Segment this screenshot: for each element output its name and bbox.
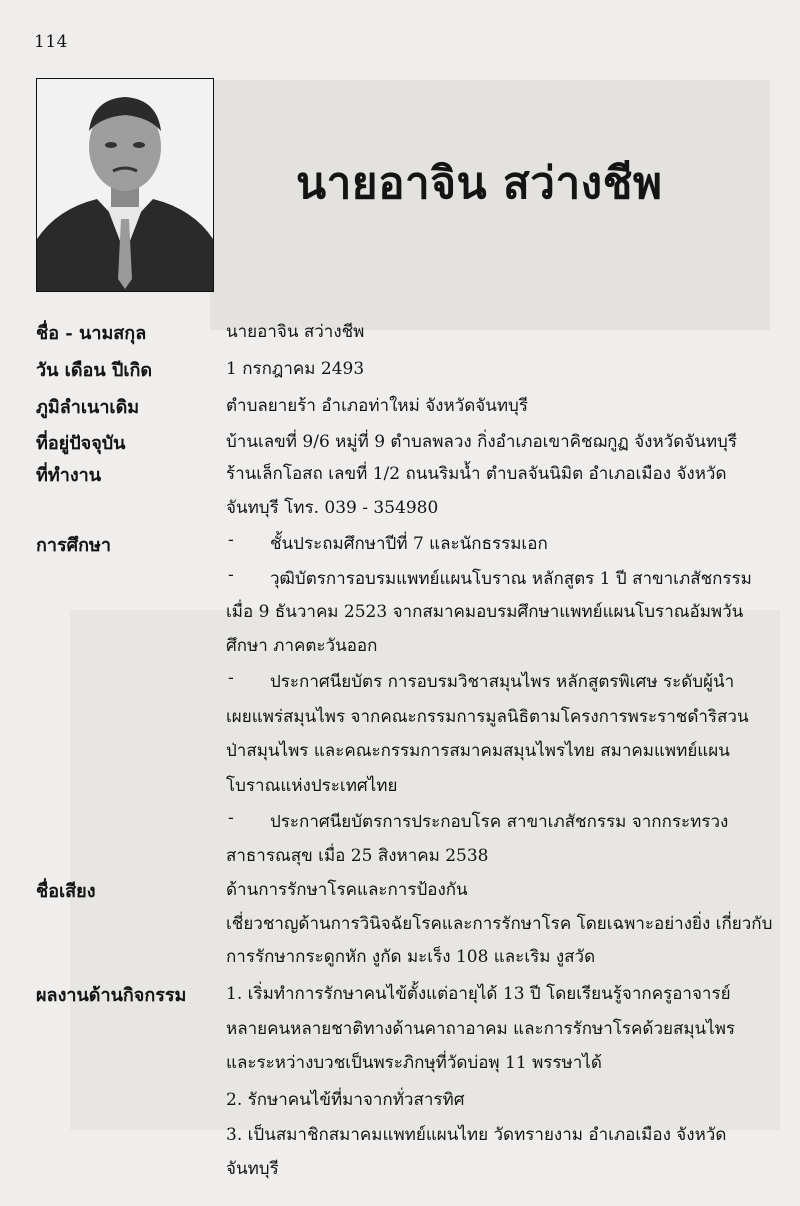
hometown-value: ตำบลยายร้า อำเภอท่าใหม่ จังหวัดจันทบุรี	[226, 396, 528, 416]
address-value: บ้านเลขที่ 9/6 หมู่ที่ 9 ตำบลพลวง กิ่งอำเภอเขาคิชฌกูฏ จังหวัดจันทบุรี	[226, 432, 737, 452]
page-number: 114	[34, 32, 68, 52]
achievement-line: หลายคนหลายชาติทางด้านคาถาอาคม และการรักษาโรคด้วยสมุนไพร	[226, 1019, 736, 1039]
workplace-line: ร้านเล็กโอสถ เลขที่ 1/2 ถนนริมน้ำ ตำบลจันนิมิต อำเภอเมือง จังหวัด	[226, 464, 727, 484]
address-label: ที่อยู่ปัจจุบัน	[36, 433, 126, 454]
workplace-line: จันทบุรี โทร. 039 - 354980	[226, 498, 439, 518]
name-value: นายอาจิน สว่างชีพ	[226, 322, 365, 342]
bullet-dash: -	[228, 808, 234, 828]
education-item-line: โบราณแห่งประเทศไทย	[226, 776, 398, 796]
achievement-line: 1. เริ่มทำการรักษาคนไข้ตั้งแต่อายุได้ 13 ปี โดยเรียนรู้จากครูอาจารย์	[226, 984, 731, 1004]
reputation-line: การรักษากระดูกหัก งูกัด มะเร็ง 108 และเริม งูสวัด	[226, 947, 596, 967]
education-item-line: ชั้นประถมศึกษาปีที่ 7 และนักธรรมเอก	[270, 534, 548, 554]
education-label: การศึกษา	[36, 535, 111, 556]
reputation-label: ชื่อเสียง	[36, 881, 96, 902]
education-item-line: ศึกษา ภาคตะวันออก	[226, 636, 378, 656]
education-item-line: ป่าสมุนไพร และคณะกรรมการสมาคมสมุนไพรไทย สมาคมแพทย์แผน	[226, 741, 730, 761]
portrait-photo	[36, 78, 214, 292]
achievement-line: 2. รักษาคนไข้ที่มาจากทั่วสารทิศ	[226, 1090, 465, 1110]
reputation-line: เชี่ยวชาญด้านการวินิจฉัยโรคและการรักษาโรค โดยเฉพาะอย่างยิ่ง เกี่ยวกับ	[226, 914, 773, 934]
hometown-label: ภูมิลำเนาเดิม	[36, 397, 140, 418]
bullet-dash: -	[228, 668, 234, 688]
birthdate-value: 1 กรกฎาคม 2493	[226, 359, 365, 379]
education-item-line: ประกาศนียบัตร การอบรมวิชาสมุนไพร หลักสูตรพิเศษ ระดับผู้นำ	[270, 672, 735, 692]
achievements-label: ผลงานด้านกิจกรรม	[36, 985, 187, 1006]
education-item-line: สาธารณสุข เมื่อ 25 สิงหาคม 2538	[226, 846, 489, 866]
achievement-line: 3. เป็นสมาชิกสมาคมแพทย์แผนไทย วัดทรายงาม อำเภอเมือง จังหวัด	[226, 1125, 727, 1145]
achievement-line: และระหว่างบวชเป็นพระภิกษุที่วัดบ่อพุ 11 พรรษาได้	[226, 1053, 602, 1073]
bullet-dash: -	[228, 565, 234, 585]
bullet-dash: -	[228, 530, 234, 550]
education-item-line: ประกาศนียบัตรการประกอบโรค สาขาเภสัชกรรม จากกระทรวง	[270, 812, 729, 832]
birthdate-label: วัน เดือน ปีเกิด	[36, 360, 153, 381]
achievement-line: จันทบุรี	[226, 1159, 279, 1179]
reputation-line: ด้านการรักษาโรคและการป้องกัน	[226, 880, 468, 900]
education-item-line: เผยแพร่สมุนไพร จากคณะกรรมการมูลนิธิตามโครงการพระราชดำริสวน	[226, 707, 749, 727]
workplace-label: ที่ทำงาน	[36, 465, 102, 486]
person-title: นายอาจิน สว่างชีพ	[296, 158, 663, 209]
education-item-line: เมื่อ 9 ธันวาคม 2523 จากสมาคมอบรมศึกษาแพทย์แผนโบราณอัมพวัน	[226, 602, 744, 622]
name-label: ชื่อ - นามสกุล	[36, 323, 147, 344]
education-item-line: วุฒิบัตรการอบรมแพทย์แผนโบราณ หลักสูตร 1 ปี สาขาเภสัชกรรม	[270, 569, 752, 589]
